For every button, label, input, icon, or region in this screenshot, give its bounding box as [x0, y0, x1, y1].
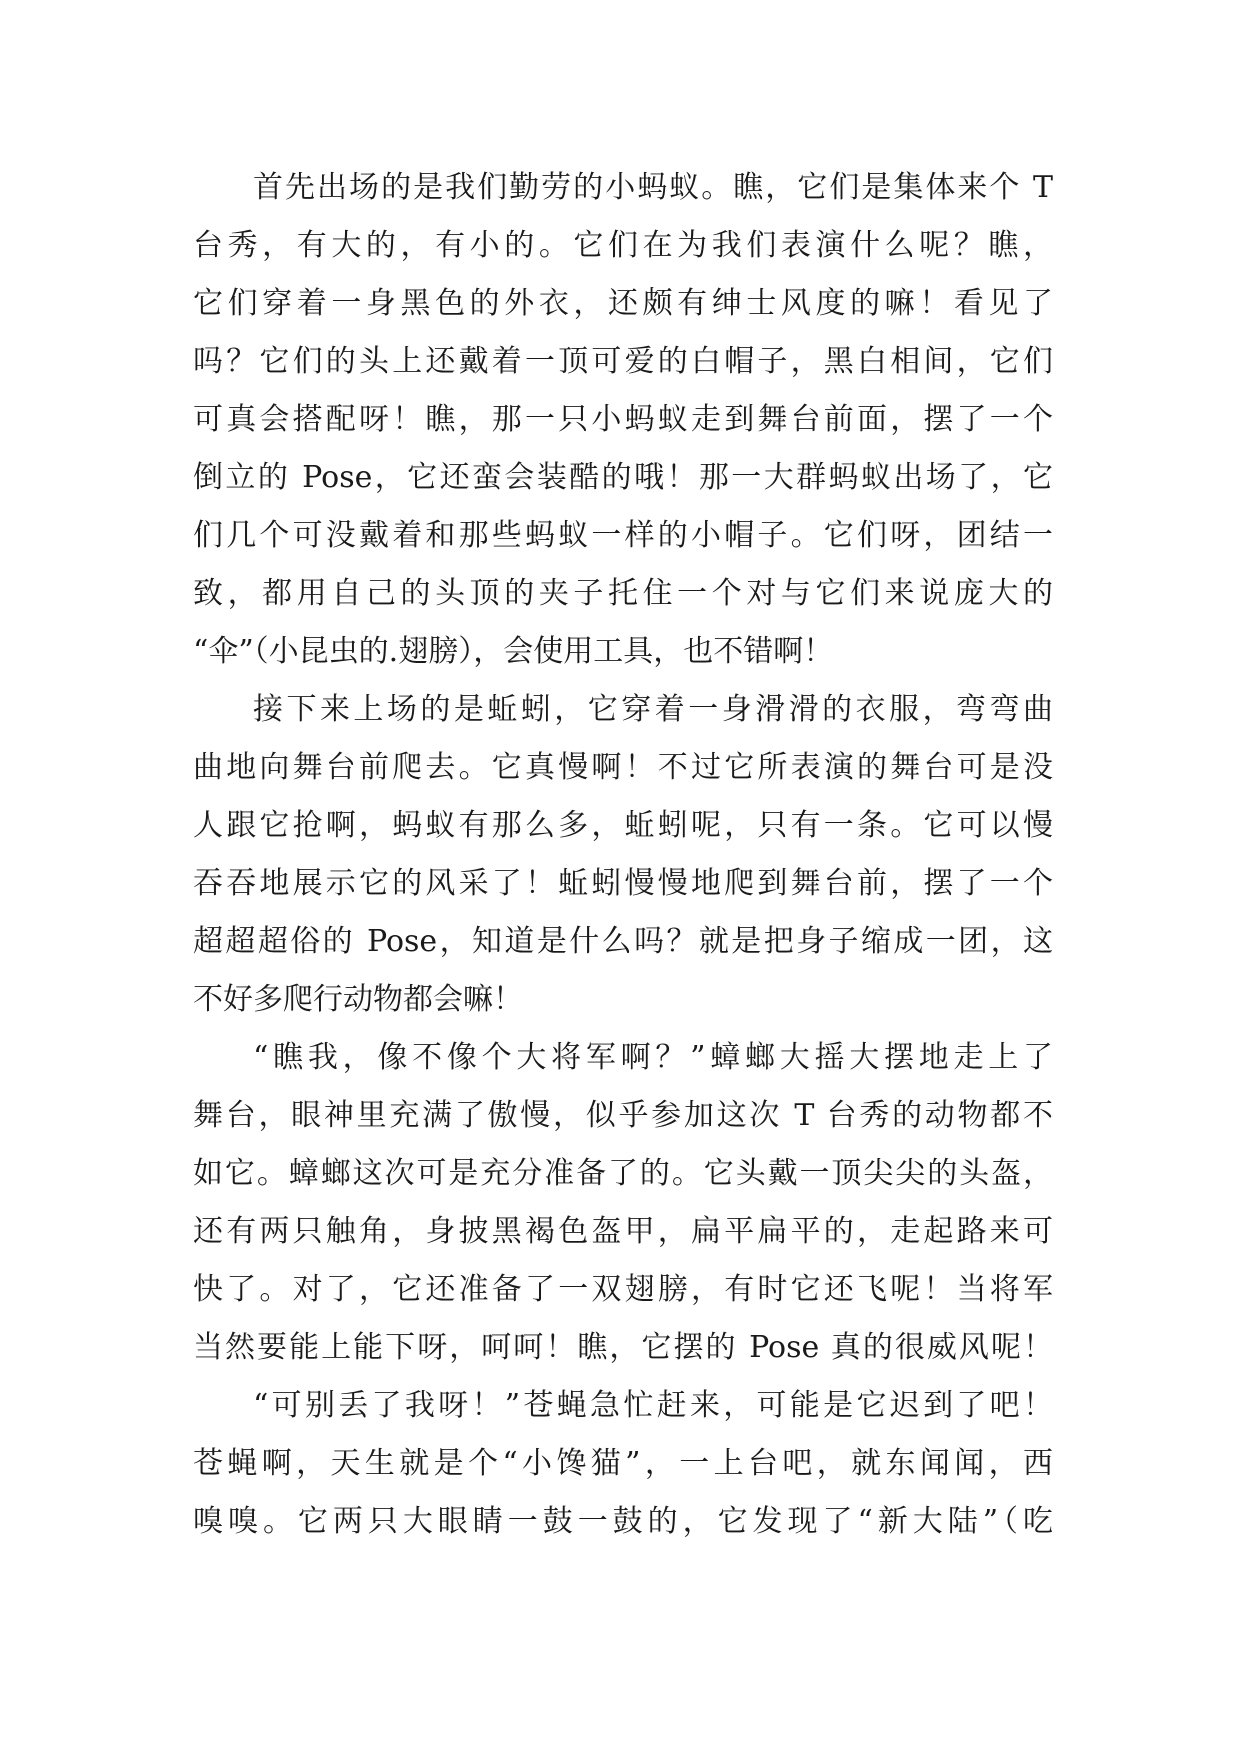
text-line: 倒立的 Pose，它还蛮会装酷的哦！那一大群蚂蚁出场了，它 [193, 460, 1053, 495]
text-line: 不好多爬行动物都会嘛！ [193, 982, 523, 1017]
text-line: 接下来上场的是蚯蚓，它穿着一身滑滑的衣服，弯弯曲 [253, 692, 1053, 727]
text-line: 首先出场的是我们勤劳的小蚂蚁。瞧，它们是集体来个 T [253, 170, 1053, 205]
text-line: 当然要能上能下呀，呵呵！瞧，它摆的 Pose 真的很威风呢！ [193, 1330, 1053, 1365]
text-line: 吞吞地展示它的风采了！蚯蚓慢慢地爬到舞台前，摆了一个 [193, 866, 1053, 901]
text-line: 致，都用自己的头顶的夹子托住一个对与它们来说庞大的 [193, 576, 1053, 611]
text-line: 如它。蟑螂这次可是充分准备了的。它头戴一顶尖尖的头盔， [193, 1156, 1053, 1191]
text-line: 超超超俗的 Pose，知道是什么吗？就是把身子缩成一团，这 [193, 924, 1053, 959]
text-line: 嗅嗅。它两只大眼睛一鼓一鼓的，它发现了“新大陆”（吃 [193, 1504, 1053, 1539]
text-line: 还有两只触角，身披黑褐色盔甲，扁平扁平的，走起路来可 [193, 1214, 1053, 1249]
text-line: 曲地向舞台前爬去。它真慢啊！不过它所表演的舞台可是没 [193, 750, 1053, 785]
text-line: 舞台，眼神里充满了傲慢，似乎参加这次 T 台秀的动物都不 [193, 1098, 1053, 1133]
text-line: 苍蝇啊，天生就是个“小馋猫”，一上台吧，就东闻闻，西 [193, 1446, 1053, 1481]
text-line: 们几个可没戴着和那些蚂蚁一样的小帽子。它们呀，团结一 [193, 518, 1053, 553]
text-line: “瞧我，像不像个大将军啊？”蟑螂大摇大摆地走上了 [253, 1040, 1053, 1075]
text-line: “可别丢了我呀！”苍蝇急忙赶来，可能是它迟到了吧！ [253, 1388, 1053, 1423]
text-line: 台秀，有大的，有小的。它们在为我们表演什么呢？瞧， [193, 228, 1053, 263]
text-line: 它们穿着一身黑色的外衣，还颇有绅士风度的嘛！看见了 [193, 286, 1053, 321]
text-line: 快了。对了，它还准备了一双翅膀，有时它还飞呢！当将军 [193, 1272, 1053, 1307]
essay-body [193, 159, 1053, 1551]
text-line: 人跟它抢啊，蚂蚁有那么多，蚯蚓呢，只有一条。它可以慢 [193, 808, 1053, 843]
text-line: “伞”（小昆虫的.翅膀），会使用工具，也不错啊！ [193, 634, 834, 669]
text-line: 吗？它们的头上还戴着一顶可爱的白帽子，黑白相间，它们 [193, 344, 1053, 379]
text-line: 可真会搭配呀！瞧，那一只小蚂蚁走到舞台前面，摆了一个 [193, 402, 1053, 437]
